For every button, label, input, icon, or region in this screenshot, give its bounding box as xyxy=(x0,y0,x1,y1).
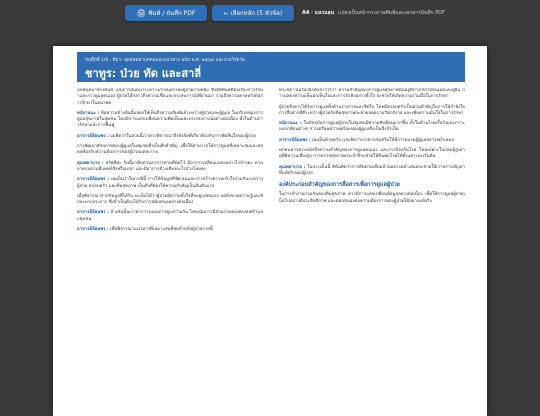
print-button-label: พิมพ์ / บันทึก PDF xyxy=(148,10,196,17)
paragraph xyxy=(279,105,465,118)
speaker-label: อาจารย์อ้อมพร : xyxy=(77,133,109,139)
paragraph xyxy=(77,134,263,140)
paragraph xyxy=(279,138,465,144)
paragraph-text: เพื่อพิจารณาแนวทางที่เหมาะสมที่สุดสำหรับผู้ป่วยรายนี้ xyxy=(108,227,213,233)
document-page xyxy=(53,46,487,416)
paragraph-text: ในการทำงานร่วมกันของทีมสุขภาพ ควรมีการแลกเปลี่ยนข้อมูลอย่างต่อเนื่อง เพื่อให้การดูแลผู้ป่วยเป็นไปอย่างมีประสิทธิภาพ และตอบสนองต่อความต้องการของผู้ป่วยได้อย่างแท้จริง xyxy=(279,192,465,204)
paragraph-text: ในปัจจุบันการดูแลผู้ป่วยในชุมชนมีความซับซ้อนมากขึ้น ทั้งในด้านโรคเรื้อรังและภาวะแทรกซ้อนต่างๆ การเตรียมความพร้อมของผู้ดูแลจึงเป็นสิ่งจำเป็น xyxy=(279,121,465,133)
paragraph-text: ผมคิดว่าในส่วนนี้เราควรพิจารณาถึงปัจจัยที่เกี่ยวข้องกับการตัดสินใจของผู้ป่วย xyxy=(108,133,256,139)
paragraph-text: ในประเด็นนี้ ดิฉันคิดว่าการติดตามเยี่ยมบ้านอย่างสม่ำเสมอจะช่วยให้เราทราบปัญหาที่แท้จริงของผู้ป่วย xyxy=(279,164,465,176)
paragraph-text: บทสนทนาข้างต้นนี้ เป็นการสนทนาระหว่างภายนอกไทยผู้ป่วยรายหนึ่ง ซึ่งมีทัศนคติต่อเรื่องการรักษาและการดูแลตนเอง ผู้ป่วยได้กล่าวถึงความเชื่อและประสบการณ์ที่ผ่านมา รวมถึงความคาดหวังต่อการรักษาในอนาคต xyxy=(77,88,263,106)
paragraph xyxy=(279,121,465,134)
paragraph-text: ผู้ป่วยจึงควรได้รับการดูแลทั้งด้านร่างกายและจิตใจ โดยมีครอบครัวเป็นส่วนสำคัญในการให้กำลังใจ การสื่อสารที่ดีระหว่างผู้ป่วยกับทีมสุขภาพจะช่วยลดความวิตกกังวล และเพิ่มความมั่นใจในการรักษา xyxy=(279,104,465,116)
paragraph xyxy=(77,144,263,157)
toolbar-note xyxy=(302,9,445,17)
toolbar xyxy=(0,0,540,26)
paragraph xyxy=(77,177,263,190)
print-icon: 🖨 xyxy=(136,9,146,17)
right-column xyxy=(279,88,465,416)
paragraph-text: พระบิดาในเรื่องนี้ได้กล่าวไว้ว่า ความสำคัญของการดูแลสุขภาพนั้นอยู่ที่การเข้าใจตนเองและผู้อื่น การแสดงความเห็นอกเห็นใจและการรับฟังอย่างตั้งใจ จะช่วยให้เกิดความร่วมมือในการรักษา xyxy=(279,88,465,100)
speaker-label: คุณพยาบาล : xyxy=(279,164,306,170)
paragraph-text: ผมเห็นว่าในกรณีนี้ การให้ข้อมูลที่ชัดเจนและการสร้างความเข้าใจร่วมกันระหว่างผู้ป่วย ครอบครัว และทีมสุขภาพ เป็นสิ่งที่ต้องให้ความสำคัญเป็นอันดับแรก xyxy=(77,177,263,189)
speaker-label: คุณพยาบาล : xyxy=(77,160,104,166)
paragraph xyxy=(77,161,263,174)
paragraph-text: ข้อความข้างต้นนี้แสดงให้เห็นถึงความสัมพันธ์ระหว่างผู้ป่วยและผู้ดูแล ในบริบทของการดูแลสุขภาพในชุมชน โดยมีการแลกเปลี่ยนความคิดเห็นและประสบการณ์อย่างต่อเนื่อง ทั้งในด้านการรักษาและการฟื้นฟู xyxy=(77,110,263,129)
left-column xyxy=(77,88,263,416)
toolbar-note-bold: A4 · แนวนอน xyxy=(302,10,335,16)
speaker-label: หนังานนะ : xyxy=(77,110,100,116)
paragraph-text: การพัฒนาศักยภาพของผู้ดูแลในชุมชนจึงเป็นสิ่งสำคัญ เพื่อให้สามารถให้การดูแลที่เหมาะสมและสอดคล้องกับความต้องการของผู้ป่วยแต่ละราย xyxy=(77,144,263,156)
speaker-label: อาจารย์อ้อมพร : xyxy=(77,177,110,183)
paragraph xyxy=(77,210,263,223)
paragraph xyxy=(77,111,263,130)
paragraph-text: สวัสดีค่ะ วันนี้มาติดตามอาการตามที่นัดไว้ มีอาการเปลี่ยนแปลงอย่างไรบ้างคะ ทานยาครบตามที่แพทย์สั่งหรือเปล่า และมีอาการข้างเคียงอะไรบ้างไหมคะ xyxy=(77,160,263,172)
speaker-label: อาจารย์อ้อมพร : xyxy=(77,210,110,216)
paragraph xyxy=(279,148,465,161)
paragraph xyxy=(279,192,465,205)
section-subheading: องค์ประกอบสำคัญของการสื่อสารเพื่อการดูแลผู้ป่วย xyxy=(279,182,400,189)
paragraph xyxy=(77,194,263,207)
paragraph xyxy=(77,88,263,107)
speaker-label: อาจารย์อ้อมพร : xyxy=(77,227,109,233)
paragraph-text: ทุกคนควรตระหนักถึงความสำคัญของการดูแลตนเอง และการป้องกันโรค โดยเฉพาะในกลุ่มผู้สูงอายุที่มีความเสี่ยงสูง การตรวจสุขภาพประจำปีจะช่วยให้ค้นพบโรคได้ตั้งแต่ระยะเริ่มต้น xyxy=(279,148,465,160)
paragraph-text: เมื่อพิจารณาจากข้อมูลที่ได้รับ จะเห็นได้ว่าผู้ป่วยมีความตั้งใจที่จะดูแลตนเอง แต่ยังขาดความรู้และทักษะบางประการ ซึ่งจำเป็นต้องได้รับการสนับสนุนอย่างต่อเนื่อง xyxy=(77,193,263,206)
article-title: ชาทูร: ป่วย ทัด และสาลี่ xyxy=(85,67,202,80)
speaker-label: อาจารย์อ้อมพร : xyxy=(279,137,311,143)
paragraph-text: ถ้าเช่นนั้นเราควรวางแผนการดูแลร่วมกัน โดยเน้นการมีส่วนร่วมของครอบครัวและชุมชน xyxy=(77,210,263,222)
back-button-label: ← เลือกหลัก (5 หัวข้อ) xyxy=(223,10,283,17)
back-button[interactable] xyxy=(212,5,294,21)
paragraph xyxy=(279,88,465,101)
speaker-label: หนังานนะ : xyxy=(279,121,302,127)
print-pdf-button[interactable] xyxy=(125,5,207,21)
paragraph xyxy=(279,165,465,178)
article-banner xyxy=(77,52,465,82)
paragraph xyxy=(77,227,263,233)
paragraph-text: ผมเห็นด้วยครับ และคิดว่าเราควรส่งเสริมให้มีการอบรมผู้ดูแลอย่างสม่ำเสมอ xyxy=(310,137,454,143)
toolbar-note-text: แปลงเป็นหน้ากระดาษพิมพ์และเอกสารบันทึก PDF xyxy=(338,10,445,16)
banner-meta: บันทึกที่ 1/6 · ที่มา: จุดสนทนาบุคคลและแนวทาง ฉบับ พ.ศ. ๒๕๖๔ และงานวิจัยวัด xyxy=(85,58,245,63)
